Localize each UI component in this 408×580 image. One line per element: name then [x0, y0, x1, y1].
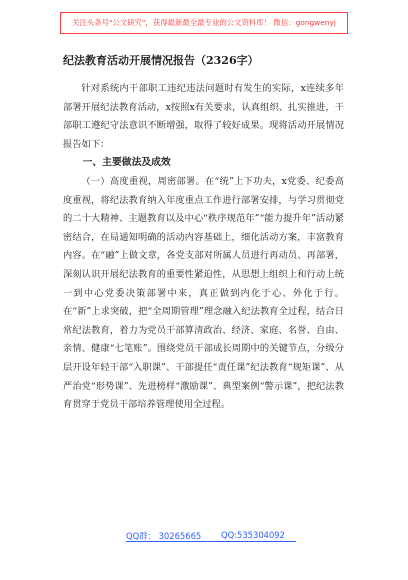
footer-qq-number[interactable]: QQ:535304092: [221, 530, 285, 540]
document-title: 纪法教育活动开展情况报告（2326字）: [63, 54, 259, 67]
body-paragraph: （一）高度重视，周密部署。在“统”上下功夫，x党委、纪委高度重视，将纪法教育纳入年度重点工作进行部署安排，与学习贯彻党的二十大精神、主题教育以及中心“秩序规范年”“能力提升年”活动紧密结合，在局通知明确的活动内容基础上，细化活动方案，丰富教育内容。在“融”上做文章，各党支部对所属人员进行再动员、再部署，深刻认识开展纪法教育的重要性紧迫性，从思想上组织上和行动上统一到中心党委决策部署中来，真正做到内化于心、外化于行。在“新”上求突破，把“全周期管理”理念融入纪法教育全过程，结合日常纪法教育，着力为党员干部算清政治、经济、家庭、名誉、自由、亲情、健康“七笔账”。围绕党员干部成长周期中的关键节点，分级分层开设年轻干部“入职课”、干部提任“责任课”纪法教育“规矩课”、从严治党“形势课”、先进榜样“激励课”、典型案例“警示课”，把纪法教育贯穿于党员干部培养管理使用全过程。: [63, 175, 344, 411]
document-body: [63, 80, 344, 415]
footer-qq-group[interactable]: QQ群： 30265665: [126, 531, 202, 541]
section-heading: 一、主要做法及成效: [82, 157, 171, 169]
promo-banner: [60, 12, 348, 34]
intro-paragraph: 针对系统内干部职工违纪违法问题时有发生的实际，x连续多年部署开展纪法教育活动，x按照x有关要求，认真组织、扎实推进，干部职工遵纪守法意识不断增强，取得了较好成果。现将活动开展情况报告如下：: [63, 83, 344, 150]
promo-banner-text: 关注头条号"公文研究"，获得最新最全最专业的公文资料库！ 微信：gongwenyj: [72, 18, 336, 27]
footer-underline: [126, 541, 296, 542]
